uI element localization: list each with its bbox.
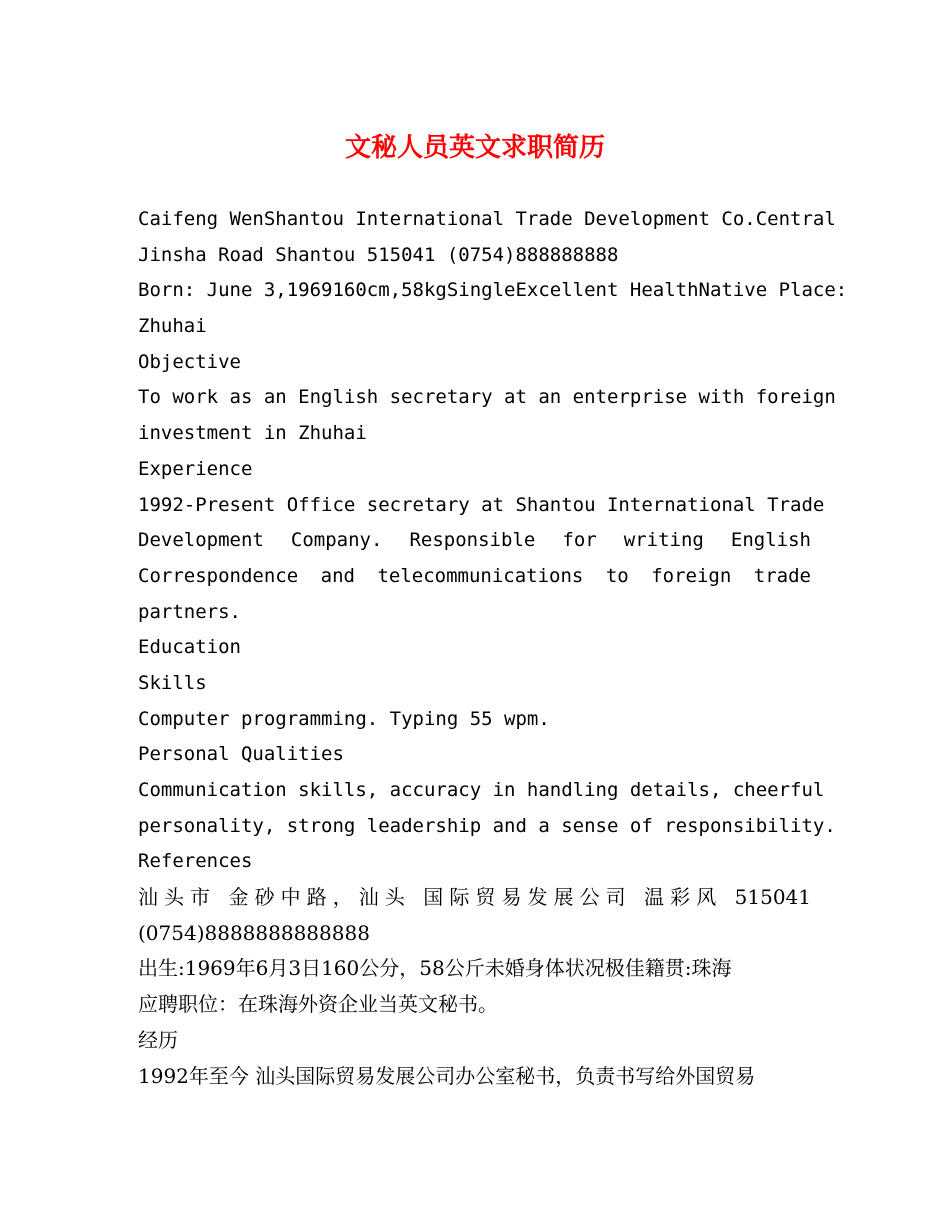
experience-text-line-3: Correspondence and telecommunications to foreign trade bbox=[138, 564, 811, 587]
section-heading-personal-qualities: Personal Qualities bbox=[138, 743, 344, 766]
section-heading-references: References bbox=[138, 850, 253, 873]
experience-chinese-line-1: 1992年至今 汕头国际贸易发展公司办公室秘书，负责书写给外国贸易 bbox=[138, 1063, 756, 1088]
references-chinese-line-2: (0754)8888888888888 bbox=[138, 920, 370, 945]
position-chinese: 应聘职位：在珠海外资企业当英文秘书。 bbox=[138, 992, 498, 1017]
contact-line-2: Jinsha Road Shantou 515041 (0754)888888888 bbox=[138, 243, 619, 266]
personal-info-line-2: Zhuhai bbox=[138, 315, 207, 338]
qualities-text-line-2: personality, strong leadership and a sense of responsibility. bbox=[138, 814, 836, 837]
objective-text-line-1: To work as an English secretary at an enterprise with foreign bbox=[138, 386, 836, 409]
skills-text: Computer programming. Typing 55 wpm. bbox=[138, 707, 550, 730]
document-title: 文秘人员英文求职简历 bbox=[344, 133, 605, 163]
experience-text-line-1: 1992-Present Office secretary at Shantou International Trade bbox=[138, 493, 825, 516]
experience-text-line-4: partners. bbox=[138, 600, 241, 623]
references-chinese-line-1: 汕头市 金砂中路，汕头 国际贸易发展公司 温彩风 515041 bbox=[138, 885, 811, 910]
experience-text-line-2: Development Company. Responsible for writing English bbox=[138, 529, 811, 552]
document-body bbox=[138, 202, 848, 1094]
personal-info-line-1: Born: June 3,1969160cm,58kgSingleExcellent HealthNative Place: bbox=[138, 279, 848, 302]
section-heading-objective: Objective bbox=[138, 350, 241, 373]
section-heading-experience-chinese: 经历 bbox=[138, 1027, 178, 1052]
section-heading-skills: Skills bbox=[138, 671, 207, 694]
section-heading-education: Education bbox=[138, 636, 241, 659]
section-heading-experience: Experience bbox=[138, 457, 253, 480]
objective-text-line-2: investment in Zhuhai bbox=[138, 422, 367, 445]
qualities-text-line-1: Communication skills, accuracy in handling details, cheerful bbox=[138, 779, 825, 801]
contact-line-1: Caifeng WenShantou International Trade Development Co.Central bbox=[138, 208, 836, 230]
birth-info-chinese: 出生:1969年6月3日160公分，58公斤未婚身体状况极佳籍贯:珠海 bbox=[138, 956, 732, 981]
